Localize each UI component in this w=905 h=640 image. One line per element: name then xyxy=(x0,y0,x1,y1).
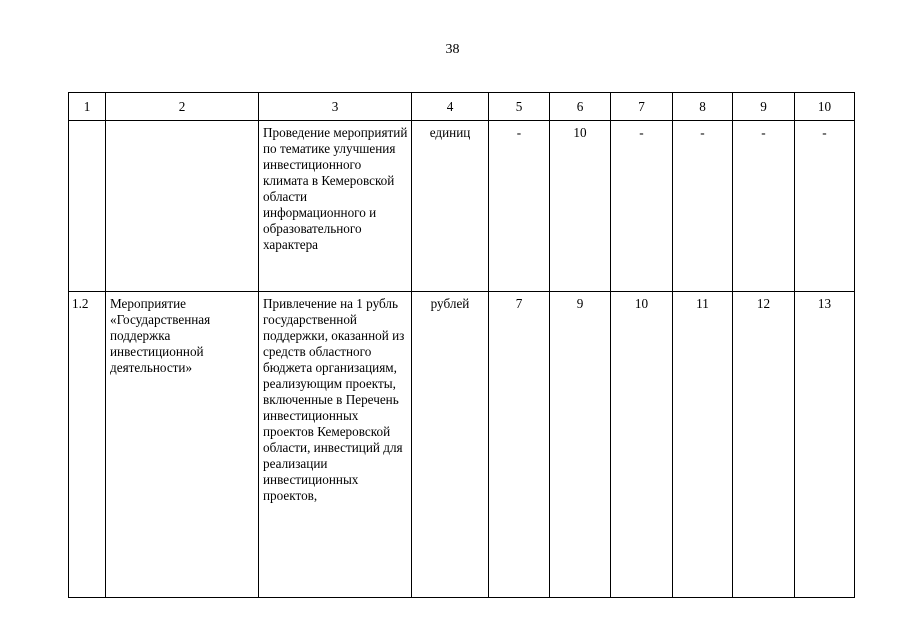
column-header: 1 xyxy=(69,93,106,121)
column-header: 7 xyxy=(611,93,673,121)
event-cell xyxy=(106,121,259,292)
value-cell: 10 xyxy=(550,121,611,292)
unit-cell: единиц xyxy=(412,121,489,292)
column-header: 4 xyxy=(412,93,489,121)
column-header: 6 xyxy=(550,93,611,121)
table-row xyxy=(69,121,855,292)
column-header: 10 xyxy=(795,93,855,121)
event-cell: Мероприятие «Государственная поддержка инвестиционной деятельности» xyxy=(106,292,259,598)
value-cell: - xyxy=(795,121,855,292)
column-header: 2 xyxy=(106,93,259,121)
column-header: 8 xyxy=(673,93,733,121)
table-row xyxy=(69,292,855,598)
header-row xyxy=(69,93,855,121)
value-cell: 13 xyxy=(795,292,855,598)
value-cell: - xyxy=(673,121,733,292)
value-cell: 11 xyxy=(673,292,733,598)
value-cell: 9 xyxy=(550,292,611,598)
column-header: 3 xyxy=(259,93,412,121)
indicator-cell: Привлечение на 1 рубль государственной поддержки, оказанной из средств областного бюджета организациям, реализующим проекты, включенные в Перечень инвестиционных проектов Кемеровской области, инвестиций для реализации инвестиционных проектов, xyxy=(259,292,412,598)
row-number-cell xyxy=(69,121,106,292)
column-header: 9 xyxy=(733,93,795,121)
row-number-cell: 1.2 xyxy=(69,292,106,598)
indicator-cell: Проведение мероприятий по тематике улучшения инвестиционного климата в Кемеровской области информационного и образовательного характера xyxy=(259,121,412,292)
value-cell: 12 xyxy=(733,292,795,598)
value-cell: - xyxy=(611,121,673,292)
value-cell: 7 xyxy=(489,292,550,598)
column-header: 5 xyxy=(489,93,550,121)
value-cell: - xyxy=(733,121,795,292)
indicators-table xyxy=(68,92,855,598)
value-cell: 10 xyxy=(611,292,673,598)
page-number: 38 xyxy=(445,42,460,57)
unit-cell: рублей xyxy=(412,292,489,598)
value-cell: - xyxy=(489,121,550,292)
